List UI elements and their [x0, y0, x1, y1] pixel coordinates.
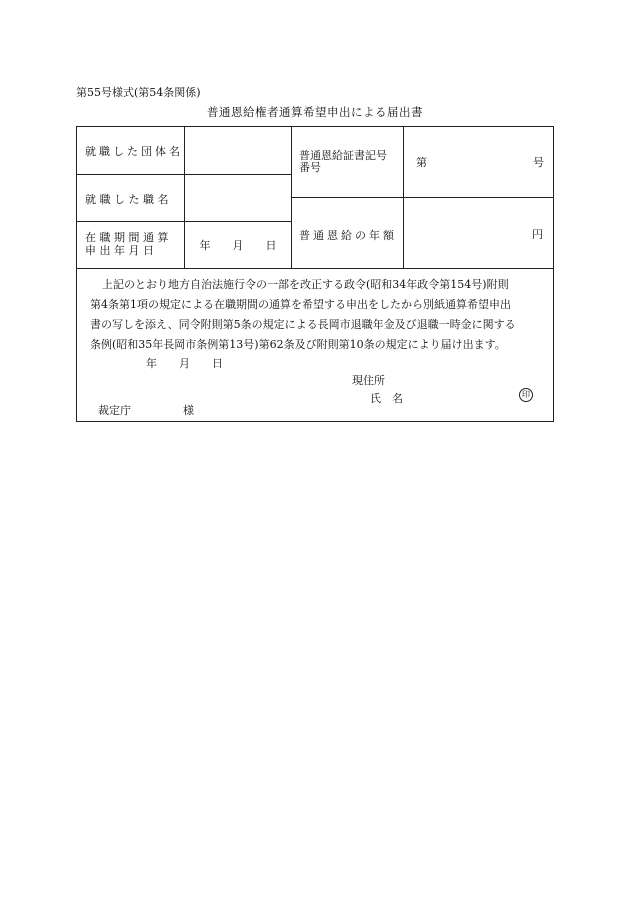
- submission-date[interactable]: [90, 355, 223, 371]
- cert-dai: 第: [416, 156, 427, 169]
- document-title: 普通恩給権者通算希望申出による届出書: [207, 105, 423, 119]
- addressee-label: 裁定庁: [98, 404, 131, 417]
- seal-mark: 印: [519, 388, 533, 402]
- statement-text: [90, 275, 545, 355]
- cert-go: 号: [533, 156, 544, 169]
- label-certificate-number: [299, 150, 387, 174]
- input-annual-pension[interactable]: [410, 210, 525, 250]
- label-employer-name: 就職した団体名: [85, 145, 183, 158]
- input-employer-name[interactable]: [185, 127, 290, 173]
- addressee-honorific: 様: [183, 404, 194, 417]
- label-period-line1: 在 職 期 間 通 算: [85, 231, 169, 244]
- address-input[interactable]: [395, 370, 535, 386]
- col-divider-middle: [291, 126, 292, 268]
- label-cert-line1: 普通恩給証書記号: [299, 149, 387, 162]
- col-divider-right: [403, 126, 404, 268]
- input-application-date[interactable]: 年 月 日: [199, 239, 277, 252]
- table-statement-divider: [76, 268, 554, 269]
- input-job-title[interactable]: [185, 175, 290, 220]
- annual-unit-yen: 円: [532, 228, 543, 241]
- label-cert-line2: 番号: [299, 161, 321, 174]
- address-label: 現住所: [352, 374, 385, 387]
- label-period-application: [85, 231, 168, 257]
- form-number: 第55号様式(第54条関係): [76, 86, 201, 99]
- label-period-line2: 申 出 年 月 日: [85, 244, 154, 257]
- input-certificate-number[interactable]: [425, 140, 525, 180]
- label-annual-pension: 普通恩給の年額: [299, 229, 397, 242]
- statement-line-4: 条例(昭和35年長岡市条例第13号)第62条及び附則第10条の規定により届け出ます。: [90, 338, 506, 351]
- name-label: 氏 名: [370, 392, 403, 405]
- statement-line-1: 上記のとおり地方自治法施行令の一部を改正する政令(昭和34年政令第154号)附則: [102, 278, 509, 291]
- label-job-title: 就 職 し た 職 名: [85, 193, 169, 206]
- submission-date-text: 年 月 日: [146, 357, 223, 370]
- statement-line-2: 第4条第1項の規定による在職期間の通算を希望する申出をしたから別紙通算希望申出: [90, 298, 511, 311]
- row-divider-right: [291, 197, 554, 198]
- name-input[interactable]: [405, 387, 510, 403]
- statement-line-3: 書の写しを添え、同令附則第5条の規定による長岡市退職年金及び退職一時金に関する: [90, 318, 516, 331]
